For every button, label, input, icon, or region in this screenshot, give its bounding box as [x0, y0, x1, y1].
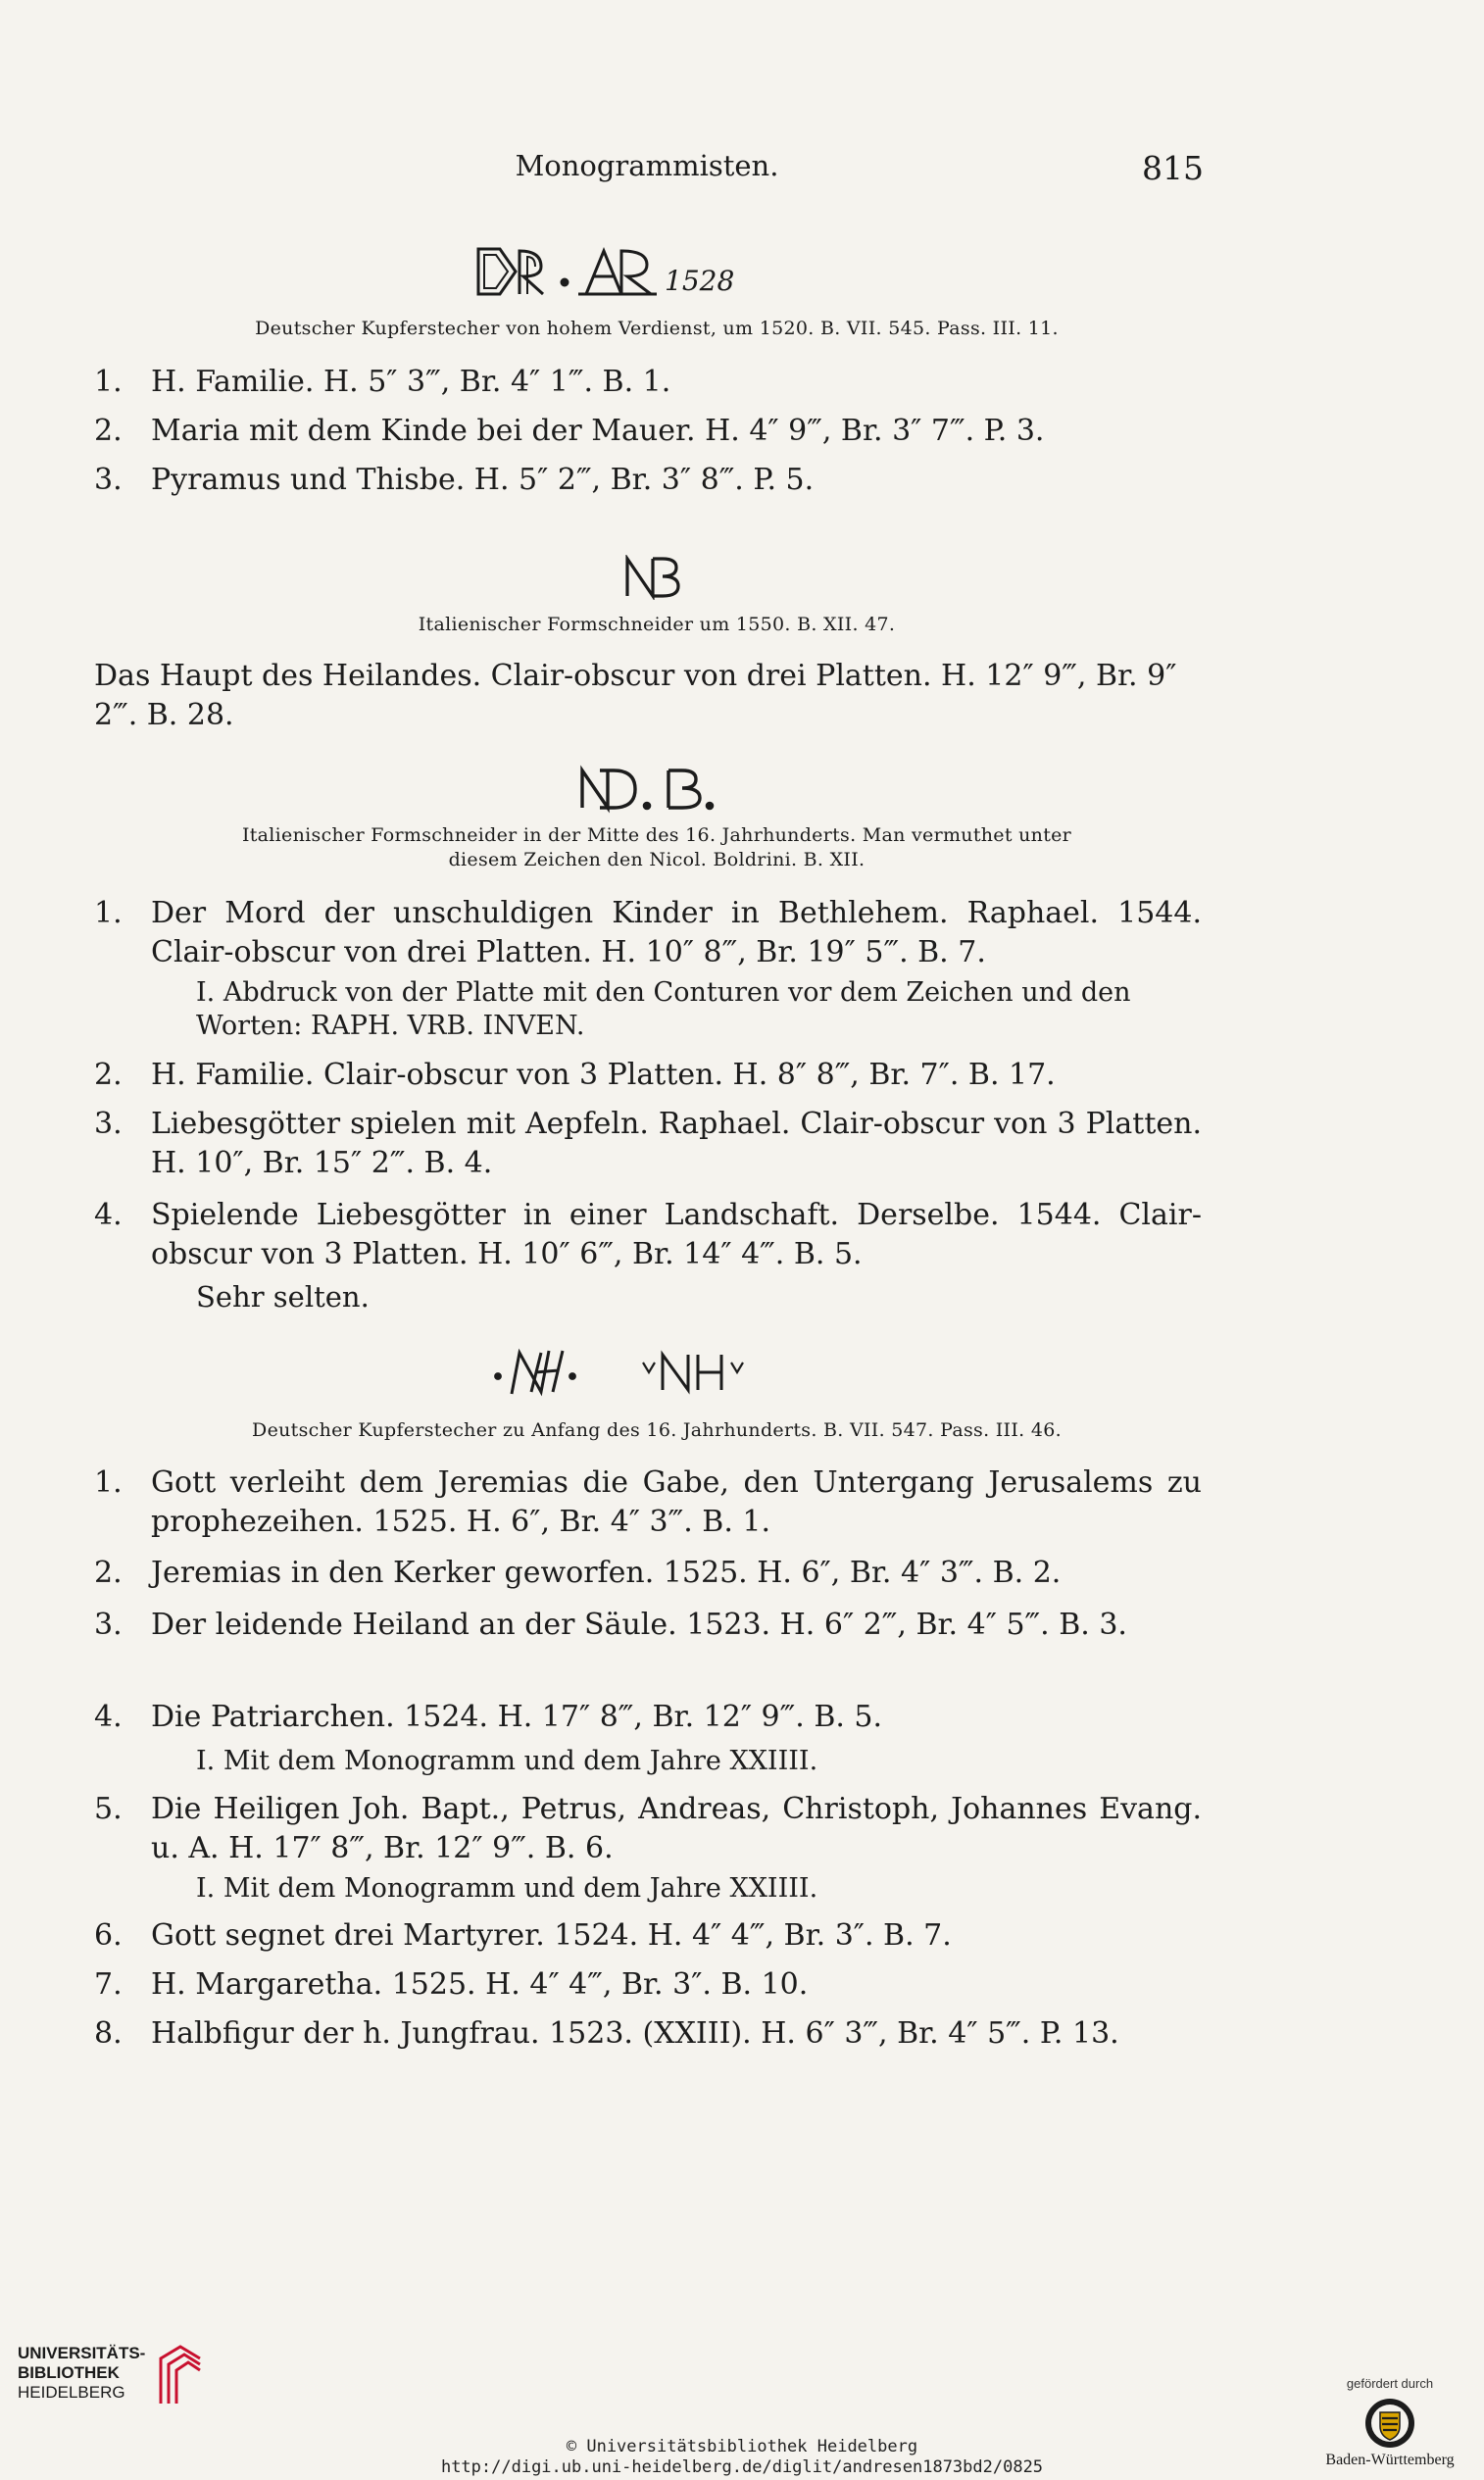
page-header-title: Monogrammisten.	[515, 149, 779, 182]
entry-text: Die Heiligen Joh. Bapt., Petrus, Andreas, Christoph, Johannes Evang. u. A. H. 17″ 8‴, Br. 12″ 9‴. B. 6.	[151, 1792, 1202, 1865]
entry-number: 4.	[94, 1198, 123, 1232]
entry-number: 2.	[94, 414, 123, 448]
entry-number: 1.	[94, 365, 123, 399]
entry-text: H. Familie. Clair-obscur von 3 Platten. H. 8″ 8‴, Br. 7″. B. 17.	[151, 1058, 1056, 1092]
entry-number: 2.	[94, 1556, 123, 1590]
entry-number: 3.	[94, 1608, 123, 1642]
copyright-text: © Universitätsbibliothek Heidelberg	[566, 2437, 918, 2456]
list-item	[94, 1606, 1202, 1645]
entry-number: 2.	[94, 1058, 123, 1092]
monogram-dr-ar	[470, 243, 863, 302]
library-name-line-1: UNIVERSITÄTS-	[18, 2344, 146, 2362]
funder-block	[1311, 2376, 1468, 2469]
entry-text: Der Mord der unschuldigen Kinder in Bethlehem. Raphael. 1544. Clair-obscur von drei Platten. H. 10″ 8‴, Br. 19″ 5‴. B. 7.	[151, 896, 1202, 969]
entry-number: 6.	[94, 1918, 123, 1953]
list-item	[94, 1105, 1202, 1183]
monogram-nh	[490, 1343, 882, 1402]
section-4-caption: Deutscher Kupferstecher zu Anfang des 16. Jahrhunderts. B. VII. 547. Pass. III. 46.	[252, 1419, 1062, 1441]
entry-text: Die Patriarchen. 1524. H. 17″ 8‴, Br. 12″ 9‴. B. 5.	[151, 1700, 883, 1734]
entry-text: Pyramus und Thisbe. H. 5″ 2‴, Br. 3″ 8‴. P. 5.	[151, 463, 815, 497]
entry-number: 5.	[94, 1792, 123, 1826]
entry-text: Maria mit dem Kinde bei der Mauer. H. 4″ 9‴, Br. 3″ 7‴. P. 3.	[151, 414, 1045, 448]
entry-text: H. Margaretha. 1525. H. 4″ 4‴, Br. 3″. B. 10.	[151, 1967, 809, 2002]
entry-number: 8.	[94, 2016, 123, 2051]
entry-number: 1.	[94, 1465, 123, 1500]
library-emblem-icon	[151, 2339, 210, 2407]
monogram-nb	[623, 555, 682, 600]
list-item	[94, 1196, 1202, 1274]
funder-name: Baden-Württemberg	[1325, 2452, 1455, 2468]
list-item	[94, 1056, 1202, 1095]
list-item	[94, 363, 1202, 402]
footer-copyright-block	[0, 2437, 1484, 2478]
entry-number: 4.	[94, 1700, 123, 1734]
library-name-line-2: BIBLIOTHEK	[18, 2363, 120, 2382]
entry-number: 3.	[94, 463, 123, 497]
sub-note: I. Mit dem Monogramm und dem Jahre XXIIII.	[196, 1873, 818, 1904]
funded-by-label: gefördert durch	[1346, 2376, 1434, 2391]
entry-text: H. Familie. H. 5″ 3‴, Br. 4″ 1‴. B. 1.	[151, 365, 671, 399]
entry-number: 3.	[94, 1107, 123, 1141]
list-item	[94, 2014, 1202, 2054]
svg-text:1528: 1528	[665, 265, 735, 297]
list-item	[94, 412, 1202, 451]
entry-text: Liebesgötter spielen mit Aepfeln. Raphael. Clair-obscur von 3 Platten. H. 10″, Br. 15″ 2‴. B. 4.	[151, 1107, 1202, 1180]
state-coat-of-arms-icon	[1363, 2397, 1416, 2450]
entry-number: 7.	[94, 1967, 123, 2002]
page-number: 815	[1142, 149, 1204, 187]
sub-note: Sehr selten.	[196, 1280, 370, 1314]
entry-text: Halbfigur der h. Jungfrau. 1523. (XXIII). H. 6″ 3‴, Br. 4″ 5‴. P. 13.	[151, 2016, 1119, 2051]
section-3-caption-line-1: Italienischer Formschneider in der Mitte des 16. Jahrhunderts. Man vermuthet unter	[241, 824, 1072, 846]
list-item	[94, 1790, 1202, 1868]
list-item	[94, 1698, 1202, 1737]
list-item	[94, 1965, 1202, 2005]
source-url-link[interactable]: http://digi.ub.uni-heidelberg.de/diglit/andresen1873bd2/0825	[440, 2457, 1044, 2477]
library-name-line-3: HEIDELBERG	[18, 2383, 125, 2402]
list-item	[94, 461, 1202, 500]
section-3-caption-line-2: diesem Zeichen den Nicol. Boldrini. B. XII.	[448, 849, 866, 870]
list-item	[94, 894, 1202, 972]
sub-note: I. Abdruck von der Platte mit den Conturen vor dem Zeichen und den Worten: RAPH. VRB. INVEN.	[196, 977, 1131, 1041]
section-2-paragraph: Das Haupt des Heilandes. Clair-obscur von drei Platten. H. 12″ 9‴, Br. 9″ 2‴. B. 28.	[94, 659, 1177, 732]
list-item	[94, 1554, 1202, 1593]
entry-text: Der leidende Heiland an der Säule. 1523. H. 6″ 2‴, Br. 4″ 5‴. B. 3.	[151, 1608, 1127, 1642]
section-3-caption	[118, 823, 1196, 872]
sub-note: I. Mit dem Monogramm und dem Jahre XXIIII.	[196, 1746, 818, 1776]
entry-number: 1.	[94, 896, 123, 930]
library-logo[interactable]	[18, 2339, 210, 2407]
entry-text: Spielende Liebesgötter in einer Landschaft. Derselbe. 1544. Clair-obscur von 3 Platten. H. 10″ 6‴, Br. 14″ 4‴. B. 5.	[151, 1198, 1202, 1271]
list-item	[94, 1463, 1202, 1542]
monogram-nd-b	[578, 765, 725, 814]
entry-text: Jeremias in den Kerker geworfen. 1525. H. 6″, Br. 4″ 3‴. B. 2.	[151, 1556, 1062, 1590]
section-1-caption: Deutscher Kupferstecher von hohem Verdienst, um 1520. B. VII. 545. Pass. III. 11.	[255, 318, 1059, 339]
list-item	[94, 1916, 1202, 1956]
entry-text: Gott segnet drei Martyrer. 1524. H. 4″ 4‴, Br. 3″. B. 7.	[151, 1918, 952, 1953]
entry-text: Gott verleiht dem Jeremias die Gabe, den Untergang Jerusalems zu prophezeihen. 1525. H. 6″, Br. 4″ 3‴. B. 1.	[151, 1465, 1202, 1539]
section-2-caption: Italienischer Formschneider um 1550. B. XII. 47.	[418, 614, 896, 635]
